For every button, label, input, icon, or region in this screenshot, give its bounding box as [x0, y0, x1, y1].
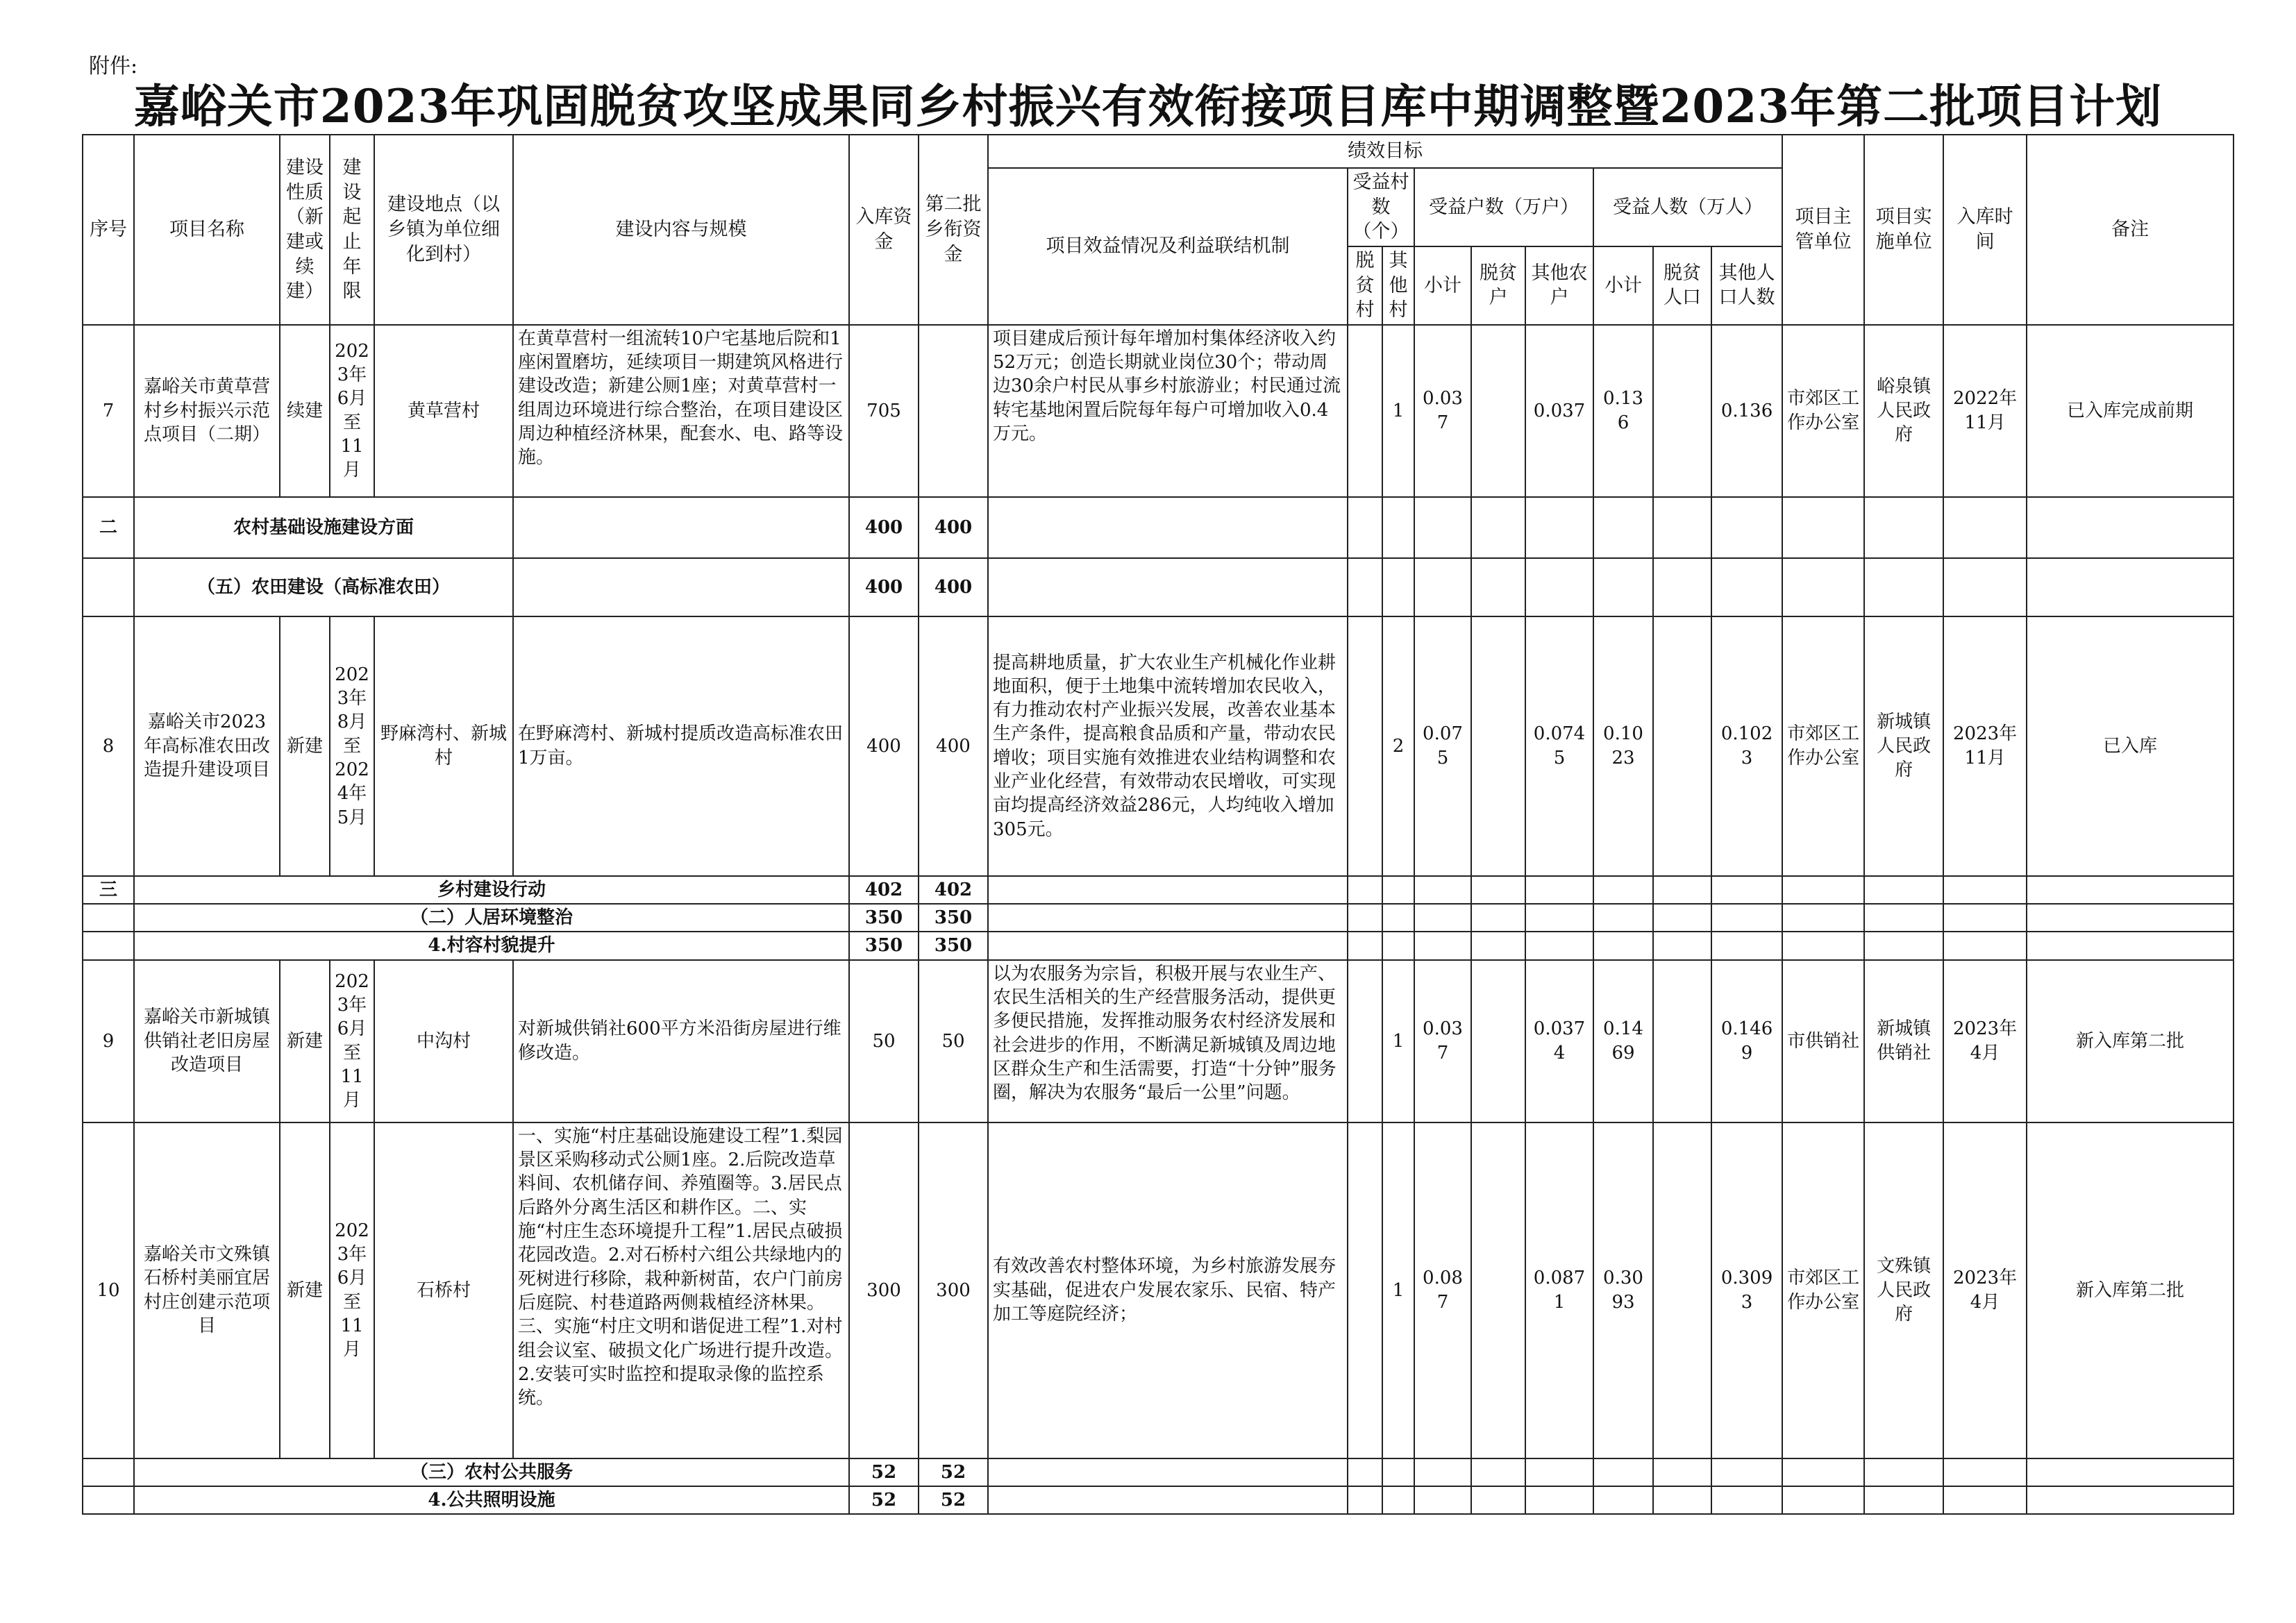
row-h-sub: 0.037 [1414, 960, 1471, 1122]
row-p-other: 0.1023 [1711, 616, 1782, 876]
header-fund-in: 入库资金 [849, 135, 919, 325]
row-name: 嘉峪关市黄草营村乡村振兴示范点项目（二期） [134, 325, 280, 497]
row-name: 嘉峪关市新城镇供销社老旧房屋改造项目 [134, 960, 280, 1122]
row-impl: 文殊镇人民政府 [1864, 1122, 1943, 1458]
row-v-poor [1348, 1122, 1382, 1458]
row-h-poor [1471, 960, 1525, 1122]
header-fund-batch2: 第二批乡衔资金 [919, 135, 988, 325]
row-h-other: 0.0745 [1525, 616, 1593, 876]
row-dept: 市郊区工作办公室 [1782, 325, 1864, 497]
row-impl: 峪泉镇人民政府 [1864, 325, 1943, 497]
subsection-fund-in: 350 [849, 904, 919, 932]
header-h-sub: 小计 [1414, 246, 1471, 325]
header-seq: 序号 [83, 135, 134, 325]
header-impl: 项目实施单位 [1864, 135, 1943, 325]
row-content: 在野麻湾村、新城村提质改造高标准农田1万亩。 [513, 616, 849, 876]
page-title: 嘉峪关市2023年巩固脱贫攻坚成果同乡村振兴有效衔接项目库中期调整暨2023年第二批项目计划 [133, 79, 2163, 133]
subsection-row [83, 558, 2234, 616]
row-h-poor [1471, 325, 1525, 497]
row-p-sub: 0.1023 [1593, 616, 1653, 876]
row-benefit [988, 960, 1348, 1122]
row-p-other: 0.136 [1711, 325, 1782, 497]
header-perf: 绩效目标 [988, 135, 1782, 168]
attachment-label: 附件: [89, 54, 138, 78]
row-content: 对新城供销社600平方米沿街房屋进行维修改造。 [513, 960, 849, 1122]
subsection-label: 4.公共照明设施 [134, 1486, 849, 1514]
row-h-sub: 0.037 [1414, 325, 1471, 497]
row-p-sub: 0.136 [1593, 325, 1653, 497]
subsection-label: 4.村容村貌提升 [134, 932, 849, 959]
row-location: 野麻湾村、新城村 [374, 616, 513, 876]
row-name: 嘉峪关市文殊镇石桥村美丽宜居村庄创建示范项目 [134, 1122, 280, 1458]
row-impl: 新城镇人民政府 [1864, 616, 1943, 876]
row-p-sub: 0.1469 [1593, 960, 1653, 1122]
subsection-fund-in: 52 [849, 1486, 919, 1514]
subsection-fund-in: 52 [849, 1458, 919, 1486]
row-location: 石桥村 [374, 1122, 513, 1458]
header-households: 受益户数（万户） [1414, 168, 1593, 246]
row-p-poor [1653, 960, 1711, 1122]
section-fund-in: 402 [849, 876, 919, 904]
row-content [513, 1122, 849, 1458]
row-v-other: 2 [1382, 616, 1414, 876]
row-p-other: 0.1469 [1711, 960, 1782, 1122]
table-row [83, 325, 2234, 497]
row-dept: 市郊区工作办公室 [1782, 1122, 1864, 1458]
section-seq: 三 [83, 876, 134, 904]
row-location: 黄草营村 [374, 325, 513, 497]
subsection-label: （二）人居环境整治 [134, 904, 849, 932]
subsection-fund-in: 400 [849, 558, 919, 616]
row-fund-batch2 [919, 325, 988, 497]
row-v-other: 1 [1382, 1122, 1414, 1458]
row-seq: 7 [83, 325, 134, 497]
section-fund-in: 400 [849, 497, 919, 558]
row-time: 2023年4月 [1943, 1122, 2027, 1458]
header-p-other: 其他人口人数 [1711, 246, 1782, 325]
header-name: 项目名称 [134, 135, 280, 325]
row-period: 2023年6月至11月 [330, 960, 374, 1122]
subsection-fund-batch2: 52 [919, 1458, 988, 1486]
row-p-poor [1653, 325, 1711, 497]
row-benefit-text: 以为农服务为宗旨，积极开展与农业生产、农民生活相关的生产经营服务活动，提供更多便民措施，发挥推动服务农村经济发展和社会进步的作用，不断满足新城镇及周边地区群众生产和生活需要，打造“十分钟”服务圈，解决为农服务“最后一公里”问题。 [993, 963, 1336, 1104]
row-remark: 已入库 [2027, 616, 2234, 876]
row-nature: 新建 [280, 616, 330, 876]
subsection-fund-in: 350 [849, 932, 919, 959]
header-nature: 建设性质（新建或续建） [280, 135, 330, 325]
project-plan-table [82, 134, 2234, 1515]
row-h-sub: 0.075 [1414, 616, 1471, 876]
section-row [83, 497, 2234, 558]
row-h-other: 0.0871 [1525, 1122, 1593, 1458]
header-benefit: 项目效益情况及利益联结机制 [988, 168, 1348, 325]
header-v-poor: 脱贫村 [1348, 246, 1382, 325]
header-dept: 项目主管单位 [1782, 135, 1864, 325]
header-remark: 备注 [2027, 135, 2234, 325]
row-remark: 新入库第二批 [2027, 1122, 2234, 1458]
section-fund-batch2: 400 [919, 497, 988, 558]
row-p-other: 0.3093 [1711, 1122, 1782, 1458]
row-nature: 新建 [280, 1122, 330, 1458]
header-people: 受益人数（万人） [1593, 168, 1782, 246]
row-p-poor [1653, 616, 1711, 876]
row-seq: 8 [83, 616, 134, 876]
row-fund-batch2: 300 [919, 1122, 988, 1458]
subsection-fund-batch2: 52 [919, 1486, 988, 1514]
row-p-sub: 0.3093 [1593, 1122, 1653, 1458]
row-fund-in: 300 [849, 1122, 919, 1458]
row-h-other: 0.037 [1525, 325, 1593, 497]
subsection-row [83, 1458, 2234, 1486]
row-time: 2022年11月 [1943, 325, 2027, 497]
subsection-row [83, 932, 2234, 959]
table-row [83, 1122, 2234, 1458]
row-period: 2023年8月至2024年5月 [330, 616, 374, 876]
row-seq: 10 [83, 1122, 134, 1458]
row-nature: 新建 [280, 960, 330, 1122]
section-seq: 二 [83, 497, 134, 558]
row-fund-in: 705 [849, 325, 919, 497]
row-benefit: 有效改善农村整体环境，为乡村旅游发展夯实基础，促进农户发展农家乐、民宿、特产加工等庭院经济； [988, 1122, 1348, 1458]
header-h-poor: 脱贫户 [1471, 246, 1525, 325]
row-h-poor [1471, 1122, 1525, 1458]
row-period: 2023年6月至11月 [330, 1122, 374, 1458]
row-fund-in: 400 [849, 616, 919, 876]
row-benefit: 项目建成后预计每年增加村集体经济收入约52万元；创造长期就业岗位30个；带动周边30余户村民从事乡村旅游业；村民通过流转宅基地闲置后院每年每户可增加收入0.4万元。 [988, 325, 1348, 497]
row-h-sub: 0.087 [1414, 1122, 1471, 1458]
row-dept: 市供销社 [1782, 960, 1864, 1122]
row-v-poor [1348, 325, 1382, 497]
row-time: 2023年4月 [1943, 960, 2027, 1122]
row-dept: 市郊区工作办公室 [1782, 616, 1864, 876]
row-fund-batch2: 50 [919, 960, 988, 1122]
subsection-fund-batch2: 400 [919, 558, 988, 616]
subsection-label: （三）农村公共服务 [134, 1458, 849, 1486]
row-location: 中沟村 [374, 960, 513, 1122]
subsection-row [83, 1486, 2234, 1514]
section-fund-batch2: 402 [919, 876, 988, 904]
header-location: 建设地点（以乡镇为单位细化到村） [374, 135, 513, 325]
row-h-other: 0.0374 [1525, 960, 1593, 1122]
row-content-text: 一、实施“村庄基础设施建设工程”1.梨园景区采购移动式公厕1座。2.后院改造草料间、农机储存间、养殖圈等。3.居民点后路外分离生活区和耕作区。二、实施“村庄生态环境提升工程”1.居民点破损花园改造。2.对石桥村六组公共绿地内的死树进行移除，栽种新树苗，农户门前房后庭院、村巷道路两侧栽植经济林果。三、实施“村庄文明和谐促进工程”1.对村组会议室、破损文化广场进行提升改造。2.安装可实时监控和提取录像的监控系统。 [518, 1125, 844, 1409]
row-v-poor [1348, 616, 1382, 876]
row-fund-in: 50 [849, 960, 919, 1122]
row-time: 2023年11月 [1943, 616, 2027, 876]
table-row [83, 616, 2234, 876]
row-h-poor [1471, 616, 1525, 876]
row-content: 在黄草营村一组流转10户宅基地后院和1座闲置磨坊，延续项目一期建筑风格进行建设改造；新建公厕1座；对黄草营村一组周边环境进行综合整治，在项目建设区周边种植经济林果，配套水、电、路等设施。 [513, 325, 849, 497]
header-p-poor: 脱贫人口 [1653, 246, 1711, 325]
subsection-row [83, 904, 2234, 932]
subsection-fund-batch2: 350 [919, 932, 988, 959]
subsection-label: （五）农田建设（高标准农田） [134, 558, 513, 616]
row-v-other: 1 [1382, 325, 1414, 497]
header-content: 建设内容与规模 [513, 135, 849, 325]
header-h-other: 其他农户 [1525, 246, 1593, 325]
row-name: 嘉峪关市2023年高标准农田改造提升建设项目 [134, 616, 280, 876]
row-v-other: 1 [1382, 960, 1414, 1122]
row-p-poor [1653, 1122, 1711, 1458]
section-label: 农村基础设施建设方面 [134, 497, 513, 558]
header-v-other: 其他村 [1382, 246, 1414, 325]
table-row [83, 960, 2234, 1122]
row-nature: 续建 [280, 325, 330, 497]
row-seq: 9 [83, 960, 134, 1122]
header-villages: 受益村数（个） [1348, 168, 1414, 246]
header-period: 建设起止年限 [330, 135, 374, 325]
row-fund-batch2: 400 [919, 616, 988, 876]
row-remark: 已入库完成前期 [2027, 325, 2234, 497]
header-time: 入库时间 [1943, 135, 2027, 325]
section-label: 乡村建设行动 [134, 876, 849, 904]
row-period: 2023年6月至11月 [330, 325, 374, 497]
row-v-poor [1348, 960, 1382, 1122]
section-row [83, 876, 2234, 904]
header-p-sub: 小计 [1593, 246, 1653, 325]
row-impl: 新城镇供销社 [1864, 960, 1943, 1122]
row-remark: 新入库第二批 [2027, 960, 2234, 1122]
row-benefit: 提高耕地质量，扩大农业生产机械化作业耕地面积，便于土地集中流转增加农民收入，有力推动农村产业振兴发展，改善农业基本生产条件，提高粮食品质和产量，带动农民增收；项目实施有效推进农业结构调整和农业产业化经营，有效带动农民增收，可实现亩均提高经济效益286元，人均纯收入增加305元。 [988, 616, 1348, 876]
subsection-fund-batch2: 350 [919, 904, 988, 932]
